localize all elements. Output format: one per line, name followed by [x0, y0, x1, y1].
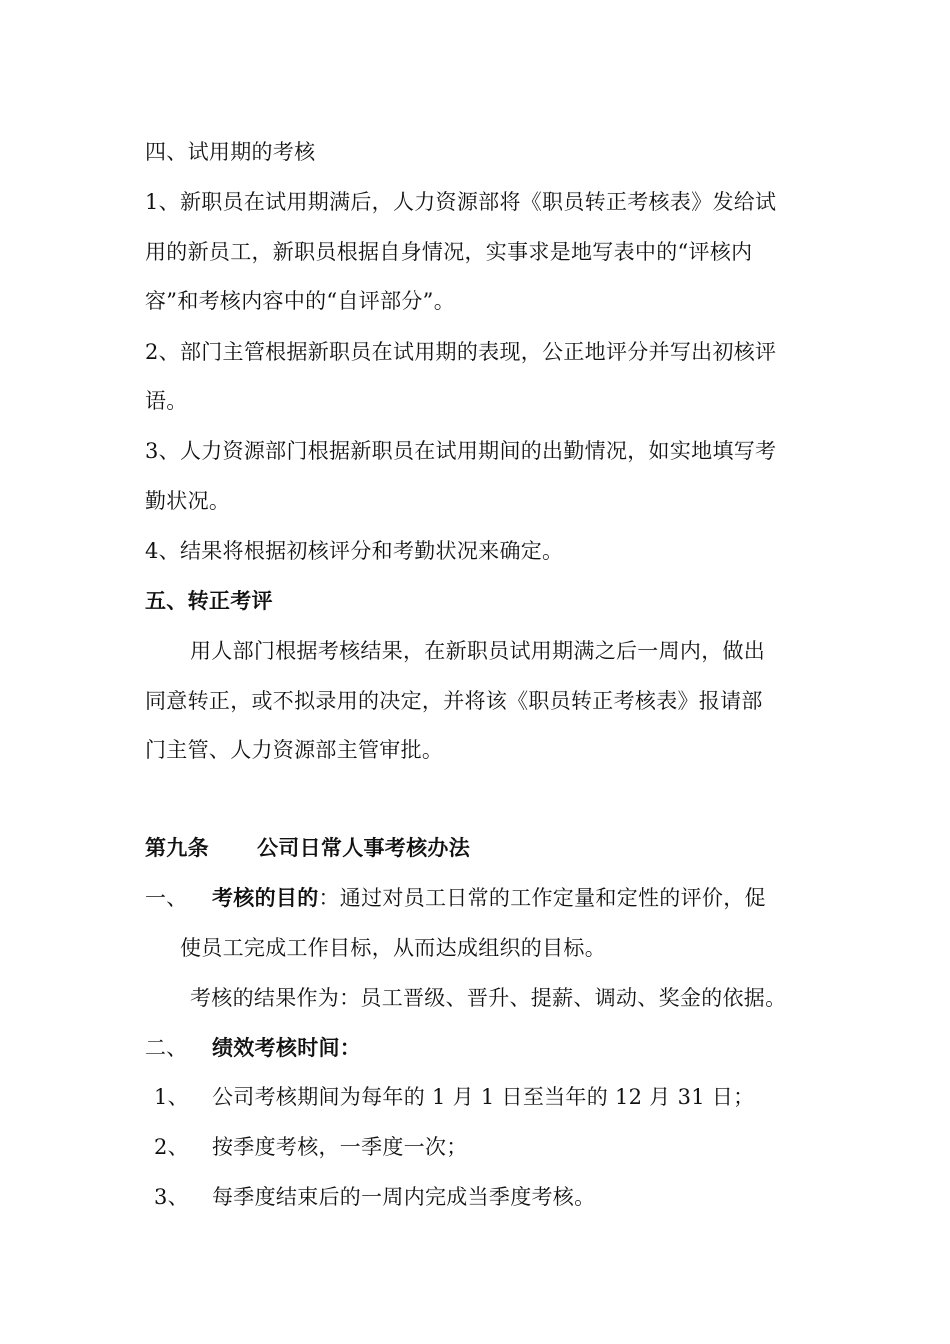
part1-text-line2: 使员工完成工作目标，从而达成组织的目标。: [180, 936, 606, 960]
section4-item4: 4、结果将根据初核评分和考勤状况来确定。: [145, 539, 564, 563]
part2-item2-num: 2、: [154, 1135, 189, 1159]
section5-para-line2: 同意转正，或不拟录用的决定，并将该《职员转正考核表》报请部: [145, 689, 763, 713]
section4-item1-line1: 1、新职员在试用期满后，人力资源部将《职员转正考核表》发给试: [145, 190, 777, 214]
part2-item2-text: 按季度考核，一季度一次；: [212, 1135, 468, 1159]
part2-item1-num: 1、: [154, 1085, 189, 1109]
section5-heading: 五、转正考评: [145, 588, 273, 613]
section4-item3-line2: 勤状况。: [145, 489, 231, 513]
part1-text-line1: ：通过对员工日常的工作定量和定性的评价，促: [318, 886, 766, 910]
part1-text-line3: 考核的结果作为：员工晋级、晋升、提薪、调动、奖金的依据。: [190, 986, 787, 1010]
section4-item2-line2: 语。: [145, 389, 188, 413]
section5-para-line3: 门主管、人力资源部主管审批。: [145, 738, 444, 762]
part2-item3-num: 3、: [154, 1185, 189, 1209]
section4-item1-line2: 用的新员工，新职员根据自身情况，实事求是地写表中的“评核内: [145, 240, 753, 264]
part2-number: 二、: [145, 1036, 188, 1060]
article9-label: 第九条: [145, 835, 209, 860]
section4-item2-line1: 2、部门主管根据新职员在试用期的表现，公正地评分并写出初核评: [145, 340, 777, 364]
article9-title: 公司日常人事考核办法: [257, 835, 470, 860]
part2-heading: 绩效考核时间：: [212, 1035, 362, 1060]
part1-number: 一、: [145, 886, 188, 910]
part1-line1: [212, 883, 766, 913]
part1-bold-lead: 考核的目的: [212, 885, 319, 910]
section4-item3-line1: 3、人力资源部门根据新职员在试用期间的出勤情况，如实地填写考: [145, 439, 777, 463]
section4-item1-line3: 容”和考核内容中的“自评部分”。: [145, 289, 456, 313]
part2-item1-text: 公司考核期间为每年的 1 月 1 日至当年的 12 月 31 日；: [212, 1085, 755, 1109]
part2-item3-text: 每季度结束后的一周内完成当季度考核。: [212, 1185, 596, 1209]
section5-para-line1: 用人部门根据考核结果，在新职员试用期满之后一周内，做出: [190, 639, 766, 663]
section4-heading: 四、试用期的考核: [145, 140, 316, 164]
